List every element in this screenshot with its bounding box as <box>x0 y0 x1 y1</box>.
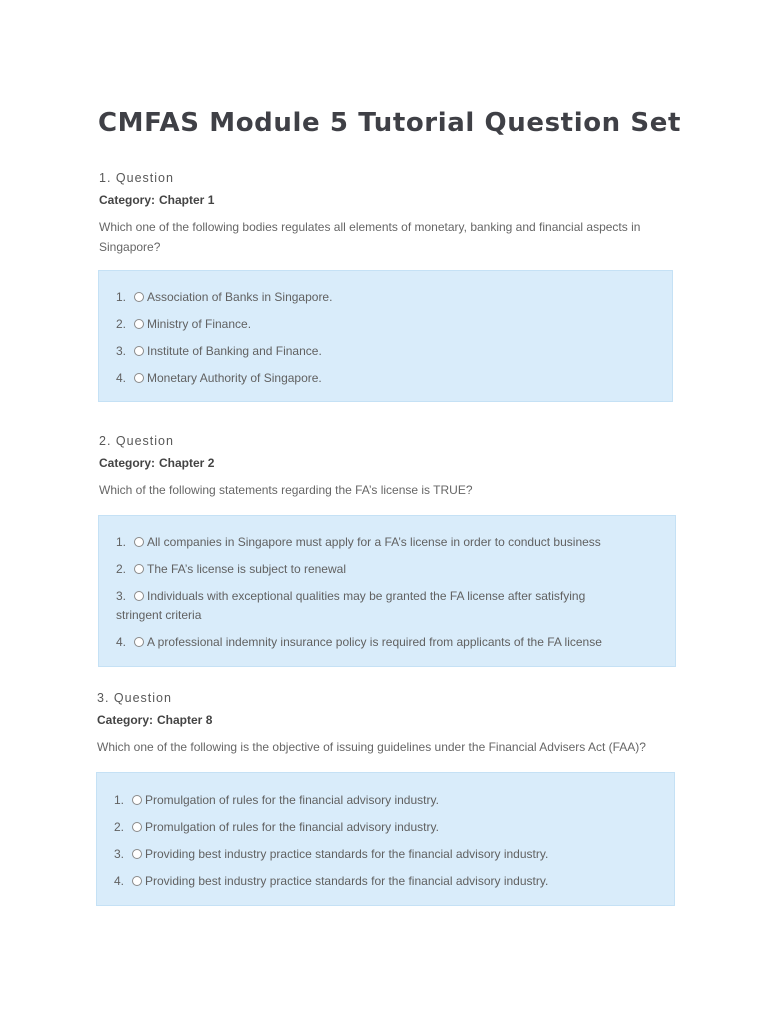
question-category <box>99 454 679 472</box>
radio-button[interactable] <box>132 795 142 805</box>
radio-button[interactable] <box>134 637 144 647</box>
option-text: Ministry of Finance. <box>147 317 252 331</box>
question-1 <box>99 169 679 257</box>
category-label: Category: <box>99 193 156 207</box>
question-number: 2. Question <box>99 434 174 448</box>
question-text: Which one of the following bodies regulates all elements of monetary, banking and financial aspects in Singapore? <box>99 220 641 254</box>
category-value: Chapter 8 <box>157 713 213 727</box>
category-value: Chapter 2 <box>159 456 215 470</box>
answer-option[interactable] <box>116 369 672 388</box>
question-category <box>97 711 677 729</box>
answer-option[interactable] <box>114 845 674 864</box>
answer-option[interactable] <box>116 560 625 579</box>
radio-button[interactable] <box>134 319 144 329</box>
radio-button[interactable] <box>134 292 144 302</box>
category-value: Chapter 1 <box>159 193 215 207</box>
option-number: 3. <box>114 847 125 861</box>
answer-option[interactable] <box>116 342 672 361</box>
option-text: The FA’s license is subject to renewal <box>147 562 346 576</box>
category-label: Category: <box>97 713 154 727</box>
radio-button[interactable] <box>132 822 142 832</box>
answer-option[interactable] <box>114 818 674 837</box>
answer-option[interactable] <box>114 872 674 891</box>
option-number: 1. <box>114 793 125 807</box>
option-text: All companies in Singapore must apply for a FA’s license in order to conduct business <box>147 535 601 549</box>
option-number: 2. <box>116 562 127 576</box>
question-2 <box>99 432 679 500</box>
radio-button[interactable] <box>134 537 144 547</box>
radio-button[interactable] <box>134 346 144 356</box>
answer-option[interactable] <box>116 288 672 307</box>
radio-button[interactable] <box>132 876 142 886</box>
answer-option[interactable] <box>116 633 625 652</box>
answer-option[interactable] <box>116 315 672 334</box>
option-number: 4. <box>116 635 127 649</box>
option-number: 2. <box>116 317 127 331</box>
option-text: Monetary Authority of Singapore. <box>147 371 322 385</box>
radio-button[interactable] <box>132 849 142 859</box>
question-number: 1. Question <box>99 171 174 185</box>
option-text: Institute of Banking and Finance. <box>147 344 322 358</box>
option-number: 1. <box>116 290 127 304</box>
option-text: Providing best industry practice standards for the financial advisory industry. <box>145 874 549 888</box>
answer-list-3 <box>96 772 675 906</box>
question-number: 3. Question <box>97 691 172 705</box>
option-text: Association of Banks in Singapore. <box>147 290 333 304</box>
option-text: Individuals with exceptional qualities may be granted the FA license after satisfying stringent criteria <box>116 589 586 622</box>
question-text: Which of the following statements regarding the FA’s license is TRUE? <box>99 483 473 497</box>
option-text: Promulgation of rules for the financial advisory industry. <box>145 793 439 807</box>
option-text: Providing best industry practice standards for the financial advisory industry. <box>145 847 549 861</box>
option-number: 1. <box>116 535 127 549</box>
option-number: 4. <box>114 874 125 888</box>
option-number: 2. <box>114 820 125 834</box>
category-label: Category: <box>99 456 156 470</box>
option-number: 3. <box>116 344 127 358</box>
option-number: 4. <box>116 371 127 385</box>
question-3 <box>97 689 677 757</box>
radio-button[interactable] <box>134 591 144 601</box>
radio-button[interactable] <box>134 564 144 574</box>
page-title: CMFAS Module 5 Tutorial Question Set <box>98 108 682 138</box>
answer-option[interactable] <box>114 791 674 810</box>
radio-button[interactable] <box>134 373 144 383</box>
option-number: 3. <box>116 589 127 603</box>
answer-list-2 <box>98 515 676 667</box>
question-category <box>99 191 679 209</box>
option-text: A professional indemnity insurance policy is required from applicants of the FA license <box>147 635 602 649</box>
question-text: Which one of the following is the objective of issuing guidelines under the Financial Advisers Act (FAA)? <box>97 740 646 754</box>
answer-option[interactable] <box>116 533 625 552</box>
option-text: Promulgation of rules for the financial advisory industry. <box>145 820 439 834</box>
answer-list-1 <box>98 270 673 402</box>
answer-option[interactable] <box>116 587 625 625</box>
